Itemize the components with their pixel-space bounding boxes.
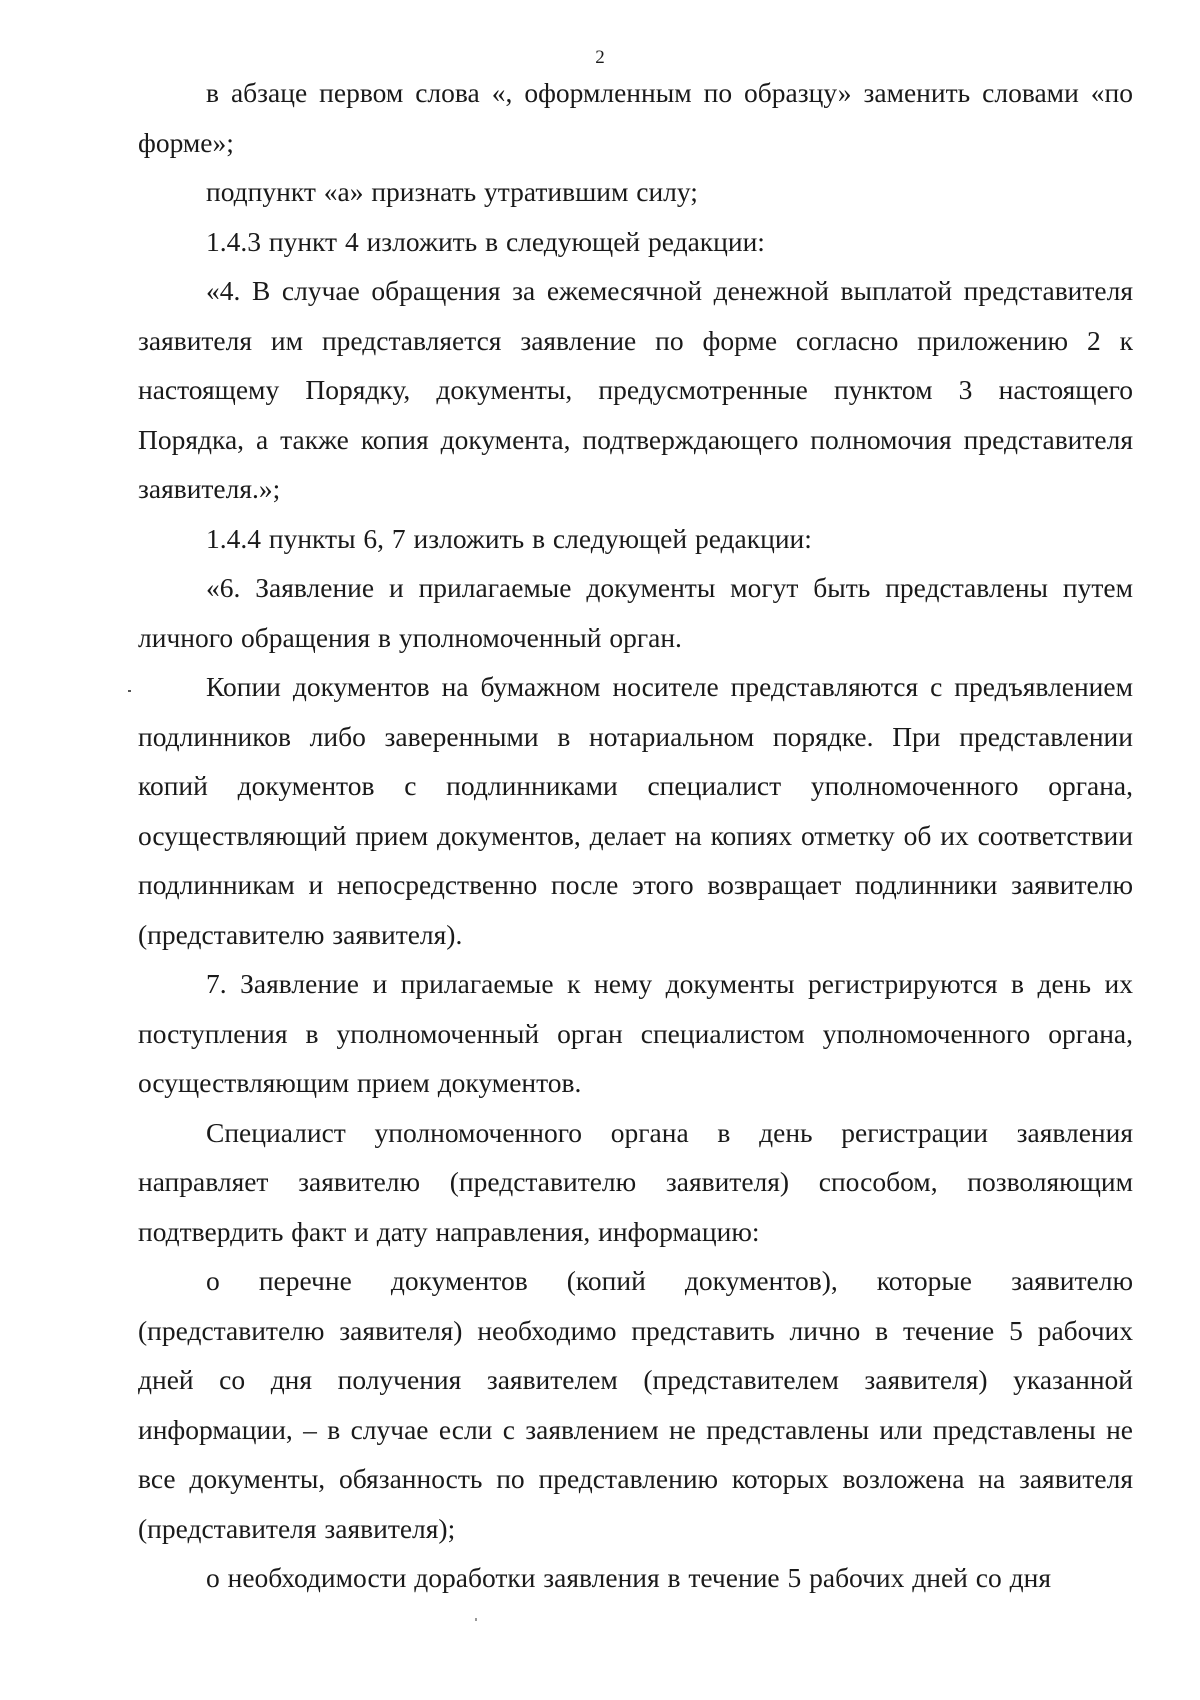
paragraph-3: 1.4.3 пункт 4 изложить в следующей редакции: (206, 225, 765, 257)
paragraph-7: Копии документов на бумажном носителе представляются с предъявлением подлинников либо заверенными в нотариальном порядке. При представлении копий документов с подлинниками специалист уполномоченного органа, осуществляющий прием документов, делает на копиях отметку об их соответствии подлинникам и непосредственно после этого возвращает подлинники заявителю (представителю заявителя). (138, 671, 1133, 950)
paragraph-9: Специалист уполномоченного органа в день регистрации заявления направляет заявителю (представителю заявителя) способом, позволяющим подтвердить факт и дату направления, информацию: (138, 1116, 1133, 1247)
paragraph-8: 7. Заявление и прилагаемые к нему документы регистрируются в день их поступления в уполномоченный орган специалистом уполномоченного органа, осуществляющим прием документов. (138, 968, 1133, 1098)
paragraph-5: 1.4.4 пункты 6, 7 изложить в следующей редакции: (206, 522, 812, 554)
page-number: 2 (595, 47, 605, 68)
scan-speck (128, 690, 131, 692)
paragraph-11: о необходимости доработки заявления в течение 5 рабочих дней со дня (206, 1562, 1051, 1593)
paragraph-2: подпункт «а» признать утратившим силу; (206, 176, 698, 207)
paragraph-10: о перечне документов (копий документов), которые заявителю (представителю заявителя) необходимо представить лично в течение 5 рабочих дней со дня получения заявителем (представителем заявителя) указанной информации, – в случае если с заявлением не представлены или представлены не все документы, обязанность по представлению которых возложена на заявителя (представителя заявителя); (138, 1265, 1133, 1544)
paragraph-6: «6. Заявление и прилагаемые документы могут быть представлены путем личного обращения в уполномоченный орган. (138, 572, 1133, 653)
document-body (138, 68, 1133, 1603)
paragraph-4: «4. В случае обращения за ежемесячной денежной выплатой представителя заявителя им представляется заявление по форме согласно приложению 2 к настоящему Порядку, документы, предусмотренные пунктом 3 настоящего Порядка, а также копия документа, подтверждающего полномочия представителя заявителя.»; (138, 275, 1133, 504)
scan-speck (475, 1618, 477, 1621)
paragraph-1: в абзаце первом слова «, оформленным по образцу» заменить словами «по форме»; (138, 77, 1133, 158)
